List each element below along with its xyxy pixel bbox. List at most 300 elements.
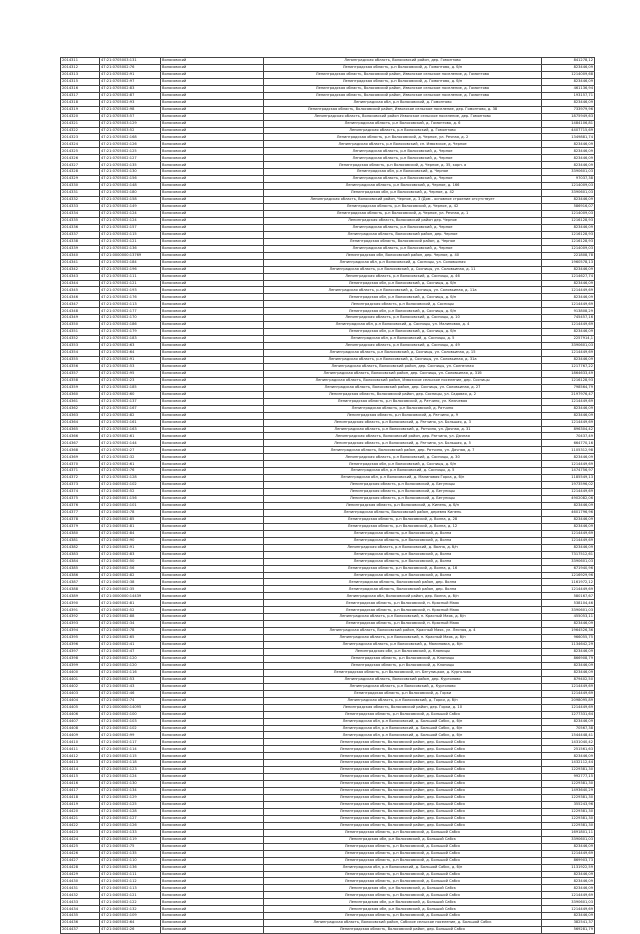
cell-value: 823446,09: [542, 871, 595, 878]
cell-id: 2014412: [61, 753, 100, 760]
table-row: [61, 482, 595, 489]
cell-cadastral-number: 47:21:0705003:131: [100, 58, 161, 65]
table-row: [61, 732, 595, 739]
cell-district: Волосовский: [161, 496, 264, 503]
cell-value: 1432112,44: [542, 760, 595, 767]
cell-district: Волосовский: [161, 329, 264, 336]
cell-id: 2014423: [61, 829, 100, 836]
cell-district: Волосовский: [161, 836, 264, 843]
table-row: [61, 530, 595, 537]
table-row: [61, 398, 595, 405]
cell-value: 823446,09: [542, 412, 595, 419]
table-row: [61, 711, 595, 718]
table-row: [61, 197, 595, 204]
table-row: [61, 781, 595, 788]
table-row: [61, 252, 595, 259]
cell-district: Волосовский: [161, 781, 264, 788]
cell-district: Волосовский: [161, 85, 264, 92]
cell-district: Волосовский: [161, 509, 264, 516]
cell-cadastral-number: 47:21:0705002:93: [100, 99, 161, 106]
cell-district: Волосовский: [161, 482, 264, 489]
cell-district: Волосовский: [161, 398, 264, 405]
cell-id: 2014405: [61, 704, 100, 711]
cell-address: Ленинградская область, р-н Волосовский, д. Черное: [264, 224, 542, 231]
cell-cadastral-number: 47:21:0405002:121: [100, 892, 161, 899]
table-row: [61, 419, 595, 426]
cell-cadastral-number: 47:21:0405002:53: [100, 676, 161, 683]
cell-id: 2014437: [61, 927, 100, 934]
cell-address: Ленинградская область, р-н Волосовский, д. Большой Сабск: [264, 850, 542, 857]
cell-id: 2014400: [61, 669, 100, 676]
cell-id: 2014325: [61, 148, 100, 155]
cell-cadastral-number: 47:21:0405002:74: [100, 697, 161, 704]
cell-address: Ленинградская обл, р-н Волосовский, д. Большой Сабск, д. б/н: [264, 725, 542, 732]
cell-value: 823446,09: [542, 503, 595, 510]
table-row: [61, 377, 595, 384]
cell-cadastral-number: 47:21:0705002:136: [100, 245, 161, 252]
cell-district: Волосовский: [161, 99, 264, 106]
cell-cadastral-number: 47:21:0405002:78: [100, 628, 161, 635]
cell-district: Волосовский: [161, 746, 264, 753]
cell-id: 2014340: [61, 252, 100, 259]
cell-cadastral-number: 47:21:0405002:83: [100, 551, 161, 558]
table-row: [61, 655, 595, 662]
cell-id: 2014359: [61, 384, 100, 391]
cell-id: 2014435: [61, 913, 100, 920]
cell-cadastral-number: 47:21:0705002:32: [100, 454, 161, 461]
cell-id: 2014332: [61, 197, 100, 204]
cell-id: 2014422: [61, 822, 100, 829]
cell-id: 2014378: [61, 516, 100, 523]
cell-cadastral-number: 47:21:0705002:113: [100, 301, 161, 308]
cell-cadastral-number: 47:21:0405002:117: [100, 739, 161, 746]
cell-value: 823446,09: [542, 669, 595, 676]
cell-address: Ленинградская область, Волосовский район, дер. Большой Сабск: [264, 815, 542, 822]
cell-id: 2014415: [61, 774, 100, 781]
cell-cadastral-number: 47:21:0705002:156: [100, 176, 161, 183]
table-row: [61, 739, 595, 746]
cell-cadastral-number: 47:21:0705002:158: [100, 197, 161, 204]
cell-value: 798564,79: [542, 384, 595, 391]
cell-district: Волосовский: [161, 788, 264, 795]
cell-id: 2014420: [61, 808, 100, 815]
cell-district: Волосовский: [161, 64, 264, 71]
cell-cadastral-number: 47:21:0705002:127: [100, 155, 161, 162]
cell-cadastral-number: 47:21:0405002:133: [100, 829, 161, 836]
cell-district: Волосовский: [161, 370, 264, 377]
cell-id: 2014311: [61, 58, 100, 65]
cell-district: Волосовский: [161, 642, 264, 649]
cell-id: 2014379: [61, 523, 100, 530]
cell-address: Ленинградская область, Волосовский район, дер. Черное: [264, 231, 542, 238]
cell-district: Волосовский: [161, 885, 264, 892]
cell-address: Ленинградская область, р-н Волосовский, д. Ратчино, ул. Большая, д. 5: [264, 440, 542, 447]
cell-district: Волосовский: [161, 127, 264, 134]
cell-id: 2014329: [61, 176, 100, 183]
cell-cadastral-number: 47:21:0405002:91: [100, 544, 161, 551]
table-row: [61, 231, 595, 238]
cell-address: Ленинградская область, р-н Волосовский, д. Бегуницы: [264, 496, 542, 503]
cell-address: Ленинградская область, Волосовский район Извозское сельское поселение, дер. Гомонтово: [264, 113, 542, 120]
cell-id: 2014404: [61, 697, 100, 704]
cell-value: 4407715,69: [542, 127, 595, 134]
cell-id: 2014383: [61, 551, 100, 558]
cell-id: 2014356: [61, 363, 100, 370]
table-row: [61, 308, 595, 315]
cell-id: 2014381: [61, 537, 100, 544]
cell-id: 2014354: [61, 350, 100, 357]
cell-id: 2014323: [61, 134, 100, 141]
cell-value: 1214449,69: [542, 850, 595, 857]
cell-id: 2014319: [61, 106, 100, 113]
cell-district: Волосовский: [161, 649, 264, 656]
table-row: [61, 892, 595, 899]
cell-district: Волосовский: [161, 697, 264, 704]
cell-value: 1349881,74: [542, 134, 595, 141]
table-row: [61, 649, 595, 656]
cell-address: Ленинградская область, р-н Волосовский, д. Сосницы, ул. Соловьиная, д. 11а: [264, 287, 542, 294]
cell-district: Волосовский: [161, 350, 264, 357]
cell-cadastral-number: 47:21:0405002:82: [100, 572, 161, 579]
table-row: [61, 621, 595, 628]
cell-value: 823446,09: [542, 753, 595, 760]
table-row: [61, 718, 595, 725]
table-row: [61, 356, 595, 363]
cell-district: Волосовский: [161, 683, 264, 690]
cell-value: 2197976,47: [542, 391, 595, 398]
cell-cadastral-number: 47:21:0405002:81: [100, 523, 161, 530]
table-row: [61, 106, 595, 113]
cell-address: Ленинградская область, Волосовский район, Сабское сельское поселение, д. Большой Сабск: [264, 920, 542, 927]
cell-value: 823446,09: [542, 329, 595, 336]
table-row: [61, 509, 595, 516]
cell-value: 1134642,29: [542, 642, 595, 649]
table-row: [61, 704, 595, 711]
table-row: [61, 516, 595, 523]
cell-value: 1214449,69: [542, 287, 595, 294]
cell-address: Ленинградская область, р-н Волосовский, сп. Бегуницкое, д. Курголово: [264, 669, 542, 676]
cell-id: 2014384: [61, 558, 100, 565]
cell-address: Ленинградская область, Волосовский район, дер. Большой Сабск: [264, 795, 542, 802]
cell-value: 1214449,69: [542, 530, 595, 537]
cell-district: Волосовский: [161, 217, 264, 224]
cell-cadastral-number: 47:21:0705002:185: [100, 384, 161, 391]
cell-cadastral-number: 47:21:0405002:135: [100, 850, 161, 857]
cell-id: 2014318: [61, 99, 100, 106]
cell-district: Волосовский: [161, 113, 264, 120]
cell-id: 2014327: [61, 162, 100, 169]
cell-district: Волосовский: [161, 308, 264, 315]
table-row: [61, 190, 595, 197]
cell-cadastral-number: 47:21:0705002:53: [100, 363, 161, 370]
cell-cadastral-number: 47:21:0405002:41: [100, 642, 161, 649]
cell-district: Волосовский: [161, 537, 264, 544]
cell-value: 823446,09: [542, 356, 595, 363]
table-row: [61, 801, 595, 808]
cell-id: 2014335: [61, 217, 100, 224]
table-row: [61, 155, 595, 162]
cell-district: Волосовский: [161, 614, 264, 621]
cell-value: 1214009,68: [542, 71, 595, 78]
cell-address: Ленинградская обл, р-н Волосовский, д. Гомонтово: [264, 99, 542, 106]
cell-district: Волосовский: [161, 336, 264, 343]
cell-cadastral-number: 47:21:0705002:121: [100, 280, 161, 287]
cell-address: Ленинградская область, р-н Волосовский, д. Ратчино, ул. Большая, д. 3: [264, 419, 542, 426]
cell-address: Ленинградская область, Волосовский район, Извозское сельское поселение, дер. Сосницы: [264, 377, 542, 384]
table-row: [61, 259, 595, 266]
cell-cadastral-number: 47:21:0705002:167: [100, 405, 161, 412]
cell-value: 823446,09: [542, 148, 595, 155]
cell-cadastral-number: 47:21:0405002:130: [100, 781, 161, 788]
cell-id: 2014347: [61, 301, 100, 308]
cell-address: Ленинградская область, р-н Волосовский, д. Черное: [264, 148, 542, 155]
table-row: [61, 350, 595, 357]
table-row: [61, 565, 595, 572]
cell-id: 2014331: [61, 190, 100, 197]
cell-district: Волосовский: [161, 224, 264, 231]
cell-address: Ленинградская область, Волосовский район, Извозское сельское поселение, дер. Гомонтово, д. 38: [264, 106, 542, 113]
table-row: [61, 266, 595, 273]
cell-id: 2014392: [61, 614, 100, 621]
table-row: [61, 683, 595, 690]
table-row: [61, 795, 595, 802]
cell-id: 2014326: [61, 155, 100, 162]
cell-address: Ленинградская область, Волосовский район, дер. Волна: [264, 579, 542, 586]
table-row: [61, 642, 595, 649]
cell-district: Волосовский: [161, 551, 264, 558]
cell-district: Волосовский: [161, 391, 264, 398]
cell-address: Ленинградская обл, р-н Волосовский, д. Сосницы, ул. Соловьиная: [264, 259, 542, 266]
cell-address: Ленинградская область, Волосовский район, дер. Большой Сабск: [264, 788, 542, 795]
cell-cadastral-number: 47:21:0405002:56: [100, 565, 161, 572]
cell-value: 823446,09: [542, 662, 595, 669]
cell-address: Ленинградская область, р-н Волосовский, д. Черное, д. 42: [264, 204, 542, 211]
cell-address: Ленинградская обл, р-н Волосовский, д. Малиновая Горка, д. б/н: [264, 475, 542, 482]
cell-id: 2014322: [61, 127, 100, 134]
cell-cadastral-number: 47:21:0705002:111: [100, 273, 161, 280]
cell-value: 823446,09: [542, 454, 595, 461]
cell-address: Ленинградская область, р-н Волосовский, п. Красный Маяк: [264, 600, 542, 607]
table-row: [61, 343, 595, 350]
cell-cadastral-number: 47:21:0405002:64: [100, 920, 161, 927]
cell-id: 2014413: [61, 760, 100, 767]
cell-address: Ленинградская область, Волосовский район, дер. Гомонтово: [264, 58, 542, 65]
table-row: [61, 496, 595, 503]
cell-cadastral-number: 47:21:0705002:196: [100, 266, 161, 273]
cell-district: Волосовский: [161, 363, 264, 370]
document-sheet: [60, 57, 593, 934]
table-row: [61, 329, 595, 336]
table-row: [61, 440, 595, 447]
cell-value: 1544448,41: [542, 732, 595, 739]
cell-address: Ленинградская область, р-н Волосовский, д. Черное, ул. Речная, д. 2: [264, 134, 542, 141]
cell-address: Ленинградская область, Волосовский район, дер. Сосницы, ул. Соловьиная, д. 31б: [264, 370, 542, 377]
table-row: [61, 238, 595, 245]
cell-value: 823446,09: [542, 224, 595, 231]
cell-address: Ленинградская область, р-н Волосовский, д. Волна, д. 28: [264, 516, 542, 523]
cell-id: 2014403: [61, 690, 100, 697]
table-row: [61, 391, 595, 398]
table-row: [61, 113, 595, 120]
cell-address: Ленинградская область, р-н Волосовский, д. Клопицы: [264, 662, 542, 669]
cell-district: Волосовский: [161, 134, 264, 141]
cell-value: 823446,09: [542, 78, 595, 85]
cell-value: 1214449,69: [542, 398, 595, 405]
cell-district: Волосовский: [161, 294, 264, 301]
cell-district: Волосовский: [161, 927, 264, 934]
cell-value: 455053,11: [542, 614, 595, 621]
cell-district: Волосовский: [161, 447, 264, 454]
cell-value: 3390601,03: [542, 343, 595, 350]
cell-address: Ленинградская обл, р-н Волосовский, д. Сосницы, д. 5: [264, 336, 542, 343]
cell-district: Волосовский: [161, 579, 264, 586]
cell-district: Волосовский: [161, 774, 264, 781]
cell-cadastral-number: 47:21:0705002:184: [100, 259, 161, 266]
cell-district: Волосовский: [161, 628, 264, 635]
cell-id: 2014394: [61, 628, 100, 635]
cell-address: Ленинградская область, Волосовский район, дер. Волна: [264, 586, 542, 593]
cell-id: 2014369: [61, 454, 100, 461]
cell-district: Волосовский: [161, 635, 264, 642]
cell-cadastral-number: 47:21:0405002:118: [100, 760, 161, 767]
cell-value: 1214449,69: [542, 586, 595, 593]
cell-district: Волосовский: [161, 210, 264, 217]
cell-cadastral-number: 47:21:0405002:88: [100, 614, 161, 621]
cell-district: Волосовский: [161, 273, 264, 280]
cell-id: 2014418: [61, 795, 100, 802]
table-row: [61, 245, 595, 252]
table-row: [61, 864, 595, 871]
cell-address: Ленинградская область, р-н Волосовский, д. Сосницы, ул. Соловьиная, д. 31а: [264, 356, 542, 363]
cell-address: Ленинградская область, р-н Волосовский, д. Волна: [264, 572, 542, 579]
cell-value: 823446,09: [542, 405, 595, 412]
cell-district: Волосовский: [161, 725, 264, 732]
cell-district: Волосовский: [161, 850, 264, 857]
cell-district: Волосовский: [161, 252, 264, 259]
cell-value: 733979,96: [542, 106, 595, 113]
cell-id: 2014317: [61, 92, 100, 99]
cell-value: 1161972,12: [542, 579, 595, 586]
cell-value: 1214449,69: [542, 301, 595, 308]
cell-value: 1214627,74: [542, 273, 595, 280]
cell-district: Волосовский: [161, 384, 264, 391]
table-row: [61, 690, 595, 697]
cell-cadastral-number: 47:21:0000000:14439: [100, 593, 161, 600]
cell-address: Ленинградская область, Волосовский район, дер. Большой Сабск: [264, 739, 542, 746]
cell-address: Ленинградская область, р-н Волосовский, д. Сосницы, д. 46: [264, 273, 542, 280]
cell-cadastral-number: 47:21:0405002:120: [100, 662, 161, 669]
cell-value: 1216128,93: [542, 217, 595, 224]
cell-address: Ленинградская область, р-н Волосовский, д. Бегуницы: [264, 489, 542, 496]
cell-value: 823446,09: [542, 280, 595, 287]
cell-id: 2014338: [61, 238, 100, 245]
cell-value: 664770,16: [542, 440, 595, 447]
cell-cadastral-number: 47:21:0705002:61: [100, 433, 161, 440]
cell-district: Волосовский: [161, 760, 264, 767]
cell-district: Волосовский: [161, 204, 264, 211]
cell-value: 3390601,03: [542, 190, 595, 197]
cell-address: Ленинградская область, р-н Волосовский, д. Большой Сабск: [264, 843, 542, 850]
cell-id: 2014320: [61, 113, 100, 120]
cell-value: 1214449,69: [542, 704, 595, 711]
cell-district: Волосовский: [161, 732, 264, 739]
table-row: [61, 210, 595, 217]
cell-value: 1964526,36: [542, 628, 595, 635]
table-row: [61, 162, 595, 169]
table-row: [61, 635, 595, 642]
cell-district: Волосовский: [161, 58, 264, 65]
cell-id: 2014373: [61, 482, 100, 489]
cell-address: Ленинградская область, р-н Волосовский, д. Ратчино, ул. Дачная, д. 31: [264, 426, 542, 433]
cell-id: 2014351: [61, 329, 100, 336]
cell-cadastral-number: 47:21:0405002:103: [100, 718, 161, 725]
cell-cadastral-number: 47:21:0405002:122: [100, 899, 161, 906]
cell-id: 2014382: [61, 544, 100, 551]
cell-value: 1214449,69: [542, 489, 595, 496]
table-row: [61, 461, 595, 468]
table-row: [61, 767, 595, 774]
table-row: [61, 523, 595, 530]
cell-value: 823446,09: [542, 516, 595, 523]
cell-address: Ленинградская область, р-н Волосовский, сп. Извозское, д. Черное: [264, 141, 542, 148]
cell-id: 2014315: [61, 78, 100, 85]
cell-cadastral-number: 47:21:0000000:14095: [100, 704, 161, 711]
cell-cadastral-number: 47:21:0705002:91: [100, 71, 161, 78]
cell-district: Волосовский: [161, 662, 264, 669]
cell-id: 2014371: [61, 468, 100, 475]
cell-id: 2014312: [61, 64, 100, 71]
table-row: [61, 447, 595, 454]
cell-district: Волосовский: [161, 530, 264, 537]
cell-value: 823446,09: [542, 913, 595, 920]
table-row: [61, 322, 595, 329]
cell-value: 1214449,69: [542, 690, 595, 697]
cell-district: Волосовский: [161, 120, 264, 127]
cell-address: Ленинградская область, р-н Волосовский, д. Черное: [264, 155, 542, 162]
cell-district: Волосовский: [161, 426, 264, 433]
cell-value: 1484106,81: [542, 120, 595, 127]
cell-cadastral-number: 47:21:0705002:128: [100, 475, 161, 482]
cell-value: 841278,12: [542, 58, 595, 65]
cell-value: 1185549,13: [542, 475, 595, 482]
cell-address: Ленинградская область, Волосовский район дер. Черное: [264, 217, 542, 224]
cell-value: 1973596,02: [542, 482, 595, 489]
cell-cadastral-number: 47:21:0405001:156: [100, 496, 161, 503]
table-row: [61, 134, 595, 141]
cell-id: 2014364: [61, 419, 100, 426]
cell-district: Волосовский: [161, 440, 264, 447]
table-row: [61, 579, 595, 586]
cell-address: Ленинградская область, р-н Волосовский, д. Большой Сабск: [264, 871, 542, 878]
cell-district: Волосовский: [161, 808, 264, 815]
cell-id: 2014324: [61, 141, 100, 148]
table-row: [61, 788, 595, 795]
cell-cadastral-number: 47:21:0705002:91: [100, 356, 161, 363]
cell-id: 2014328: [61, 169, 100, 176]
cell-id: 2014357: [61, 370, 100, 377]
cell-cadastral-number: 47:21:0405002:109: [100, 913, 161, 920]
cell-cadastral-number: 47:21:0000000:13769: [100, 252, 161, 259]
cell-cadastral-number: 47:21:0405002:102: [100, 725, 161, 732]
table-row: [61, 433, 595, 440]
cell-cadastral-number: 47:21:0705002:161: [100, 419, 161, 426]
cell-cadastral-number: 47:21:0705002:97: [100, 78, 161, 85]
cell-cadastral-number: 47:21:0705002:98: [100, 106, 161, 113]
cell-district: Волосовский: [161, 739, 264, 746]
cell-value: 1214449,69: [542, 419, 595, 426]
table-row: [61, 426, 595, 433]
table-row: [61, 127, 595, 134]
